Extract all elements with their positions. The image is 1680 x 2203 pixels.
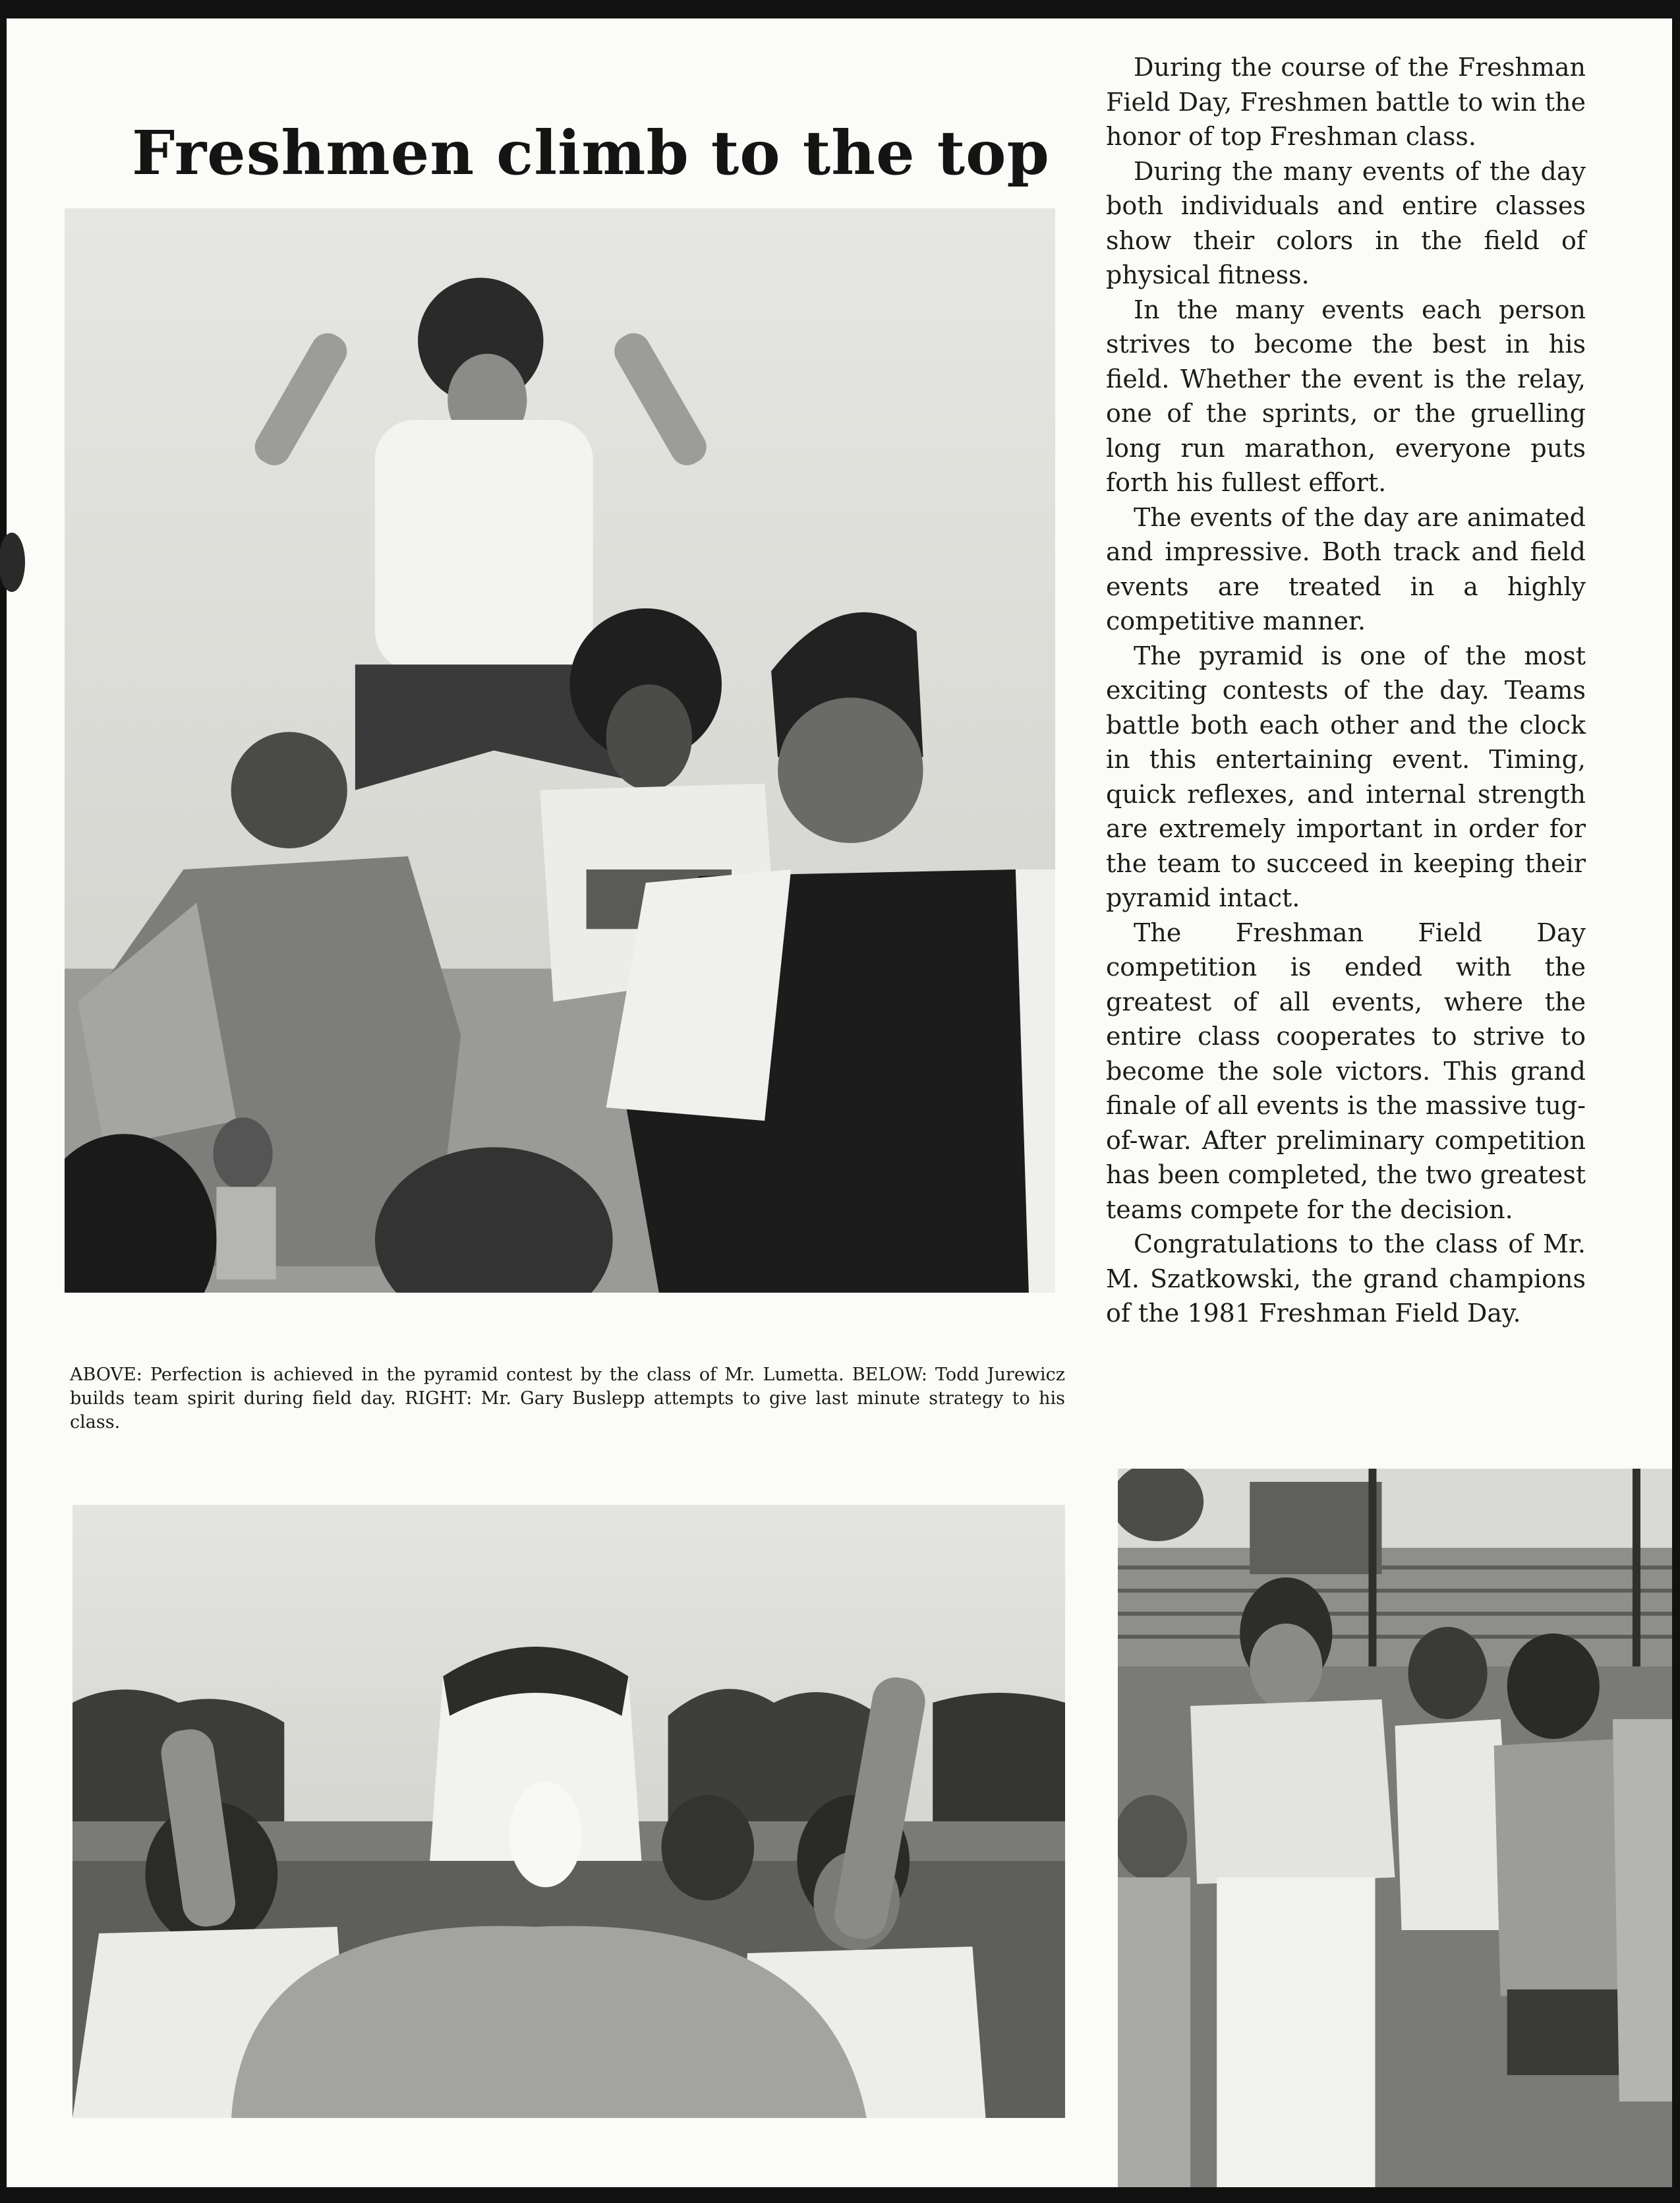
pyramid-photo-image	[65, 208, 1055, 1293]
binding-hole-mark	[0, 533, 25, 592]
strategy-photo-image	[1118, 1469, 1672, 2187]
article-paragraph: The pyramid is one of the most exciting contests of the day. Teams battle both each other and the clock in this entertaining event. Timing, quick reflexes, and internal strength are extremely important in order for the team to succeed in keeping their pyramid intact.	[1106, 641, 1586, 912]
article-body	[1106, 50, 1586, 1331]
article-paragraph: Congratulations to the class of Mr. M. Szatkowski, the grand champions of the 1981 Freshman Field Day.	[1106, 1229, 1586, 1328]
article-paragraph: During the many events of the day both individuals and entire classes show their colors in the field of physical fitness.	[1106, 156, 1586, 289]
article-paragraph: In the many events each person strives to become the best in his field. Whether the event is the relay, one of the sprints, or the gruelling long run marathon, everyone puts forth his fullest effort.	[1106, 295, 1586, 497]
page-title: Freshmen climb to the top	[132, 117, 1050, 189]
article-paragraph: During the course of the Freshman Field Day, Freshmen battle to win the honor of top Freshman class.	[1106, 53, 1586, 151]
yearbook-page	[7, 18, 1672, 2187]
pyramid-photo	[65, 208, 1055, 1293]
team-spirit-photo	[72, 1505, 1065, 2118]
article-paragraph: The Freshman Field Day competition is ended with the greatest of all events, where the entire class cooperates to strive to become the sole victors. This grand finale of all events is the massive tug-of-war. After preliminary competition has been completed, the two greatest teams compete for the decision.	[1106, 918, 1586, 1224]
strategy-photo	[1118, 1469, 1672, 2187]
article-paragraph: The events of the day are animated and impressive. Both track and field events are treated in a highly competitive manner.	[1106, 502, 1586, 635]
photo-caption: ABOVE: Perfection is achieved in the pyramid contest by the class of Mr. Lumetta. BELOW: Todd Jurewicz builds team spirit during field day. RIGHT: Mr. Gary Buslepp attempts to give last minute strategy to his class.	[70, 1365, 1065, 1432]
team-spirit-photo-image	[72, 1505, 1065, 2118]
